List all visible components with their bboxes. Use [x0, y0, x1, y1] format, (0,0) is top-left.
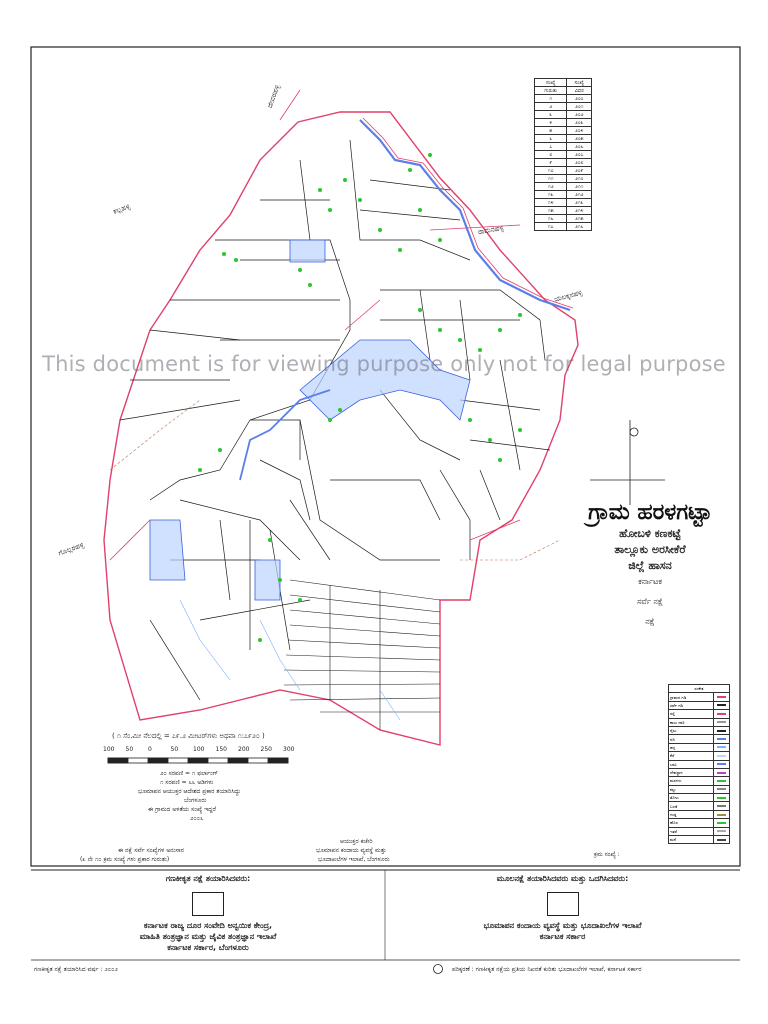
- survey-table-cell: ೨೦೧: [567, 103, 592, 111]
- survey-table-row: [535, 199, 592, 207]
- legend-row: [669, 827, 730, 835]
- legend-symbol: [713, 836, 729, 844]
- survey-table-cell: ೬: [535, 135, 567, 143]
- survey-table-row: [535, 127, 592, 135]
- legend-swatch: [717, 713, 726, 715]
- legend-symbol: [713, 785, 729, 793]
- neighbor-label-west: ಗೊಲ್ಲರಹಳ್ಳಿ: [57, 540, 86, 558]
- scale-tick-labels: [100, 746, 300, 756]
- survey-table-cell: ೨೦೫: [567, 135, 592, 143]
- legend-swatch: [717, 721, 726, 723]
- survey-table-cell: ೧೨: [535, 183, 567, 191]
- legend-row: [669, 777, 730, 785]
- survey-table-cell: ೨೦೯: [567, 167, 592, 175]
- survey-table-row: [535, 111, 592, 119]
- legend-swatch: [717, 788, 726, 790]
- scale-note-6: ೨೦೦೬: [190, 815, 204, 822]
- legend-label: ನದಿ: [669, 735, 714, 743]
- drainage: [180, 600, 400, 720]
- legend-label: ಸರ್ವೆ ಗಡಿ: [669, 701, 714, 709]
- legend-swatch: [717, 772, 726, 774]
- survey-table-cell: ೨೧೬: [567, 223, 592, 231]
- tank-south: [255, 560, 280, 600]
- survey-table-cell: ೨೧೧: [567, 183, 592, 191]
- legend-label: ಹಳ್ಳ: [669, 743, 714, 751]
- scale-note-4: ಬೆಂಗಳೂರು: [184, 797, 207, 804]
- survey-table-cell: ೨೧೨: [567, 191, 592, 199]
- scale-tick-label: 100: [103, 746, 115, 753]
- survey-table-cell: ೧೫: [535, 207, 567, 215]
- legend-symbol: [713, 726, 729, 734]
- legend-swatch: [717, 704, 726, 706]
- legend-row: [669, 710, 730, 718]
- north-arrow: [590, 420, 665, 505]
- legend-symbol: [713, 819, 729, 827]
- scale-tick-label: 200: [238, 746, 250, 753]
- village-boundary: [104, 112, 578, 745]
- survey-table-header: [535, 79, 592, 87]
- legend-symbol: [713, 827, 729, 835]
- survey-table-row: [535, 87, 592, 95]
- legend-label: ರೈಲು: [669, 726, 714, 734]
- footer-left-line-2: ಮಾಹಿತಿ ತಂತ್ರಜ್ಞಾನ ಮತ್ತು ಜೈವಿಕ ತಂತ್ರಜ್ಞಾನ ಇಲಾಖೆ: [139, 932, 277, 941]
- legend-row: [669, 768, 730, 776]
- legend-swatch: [717, 746, 726, 748]
- survey-note: ಈ ನಕ್ಷೆ ಸರ್ವೆ ಸಂಖ್ಯೆಗಳ ಅನುಸಾರ: [118, 847, 184, 854]
- scale-note-2: ೧ ಸರಪಣಿ = ೬೬ ಅಡಿಗಳು: [160, 779, 214, 786]
- survey-table-cell: ೧೩: [535, 191, 567, 199]
- office-note-2: ಭೂಮಾಪನ ಕಂದಾಯ ವ್ಯವಸ್ಥೆ ಮತ್ತು: [316, 847, 387, 854]
- legend-symbol: [713, 735, 729, 743]
- legend-swatch: [717, 738, 726, 740]
- survey-table-header-cell: ಸಂಖ್ಯೆ: [567, 79, 592, 87]
- survey-table-cell: ೮: [535, 151, 567, 159]
- legend-label: ಬಾವಿ: [669, 760, 714, 768]
- survey-table-row: [535, 159, 592, 167]
- footer-left-line-3: ಕರ್ನಾಟಕ ಸರ್ಕಾರ, ಬೆಂಗಳೂರು: [167, 943, 249, 952]
- tank-west: [150, 520, 185, 580]
- footer-bottom-left: ಗಣಕೀಕೃತ ನಕ್ಷೆ ತಯಾರಿಸಿದ ವರ್ಷ : ೨೦೦೨: [34, 966, 118, 973]
- scale-note-1: ೨೦ ಸರಪಣಿ = ೧ ಫರ್ಲಾಂಗ್: [160, 770, 218, 777]
- scale-tick-label: 50: [170, 746, 179, 753]
- watermark: This document is for viewing purpose only not for legal purpose: [42, 352, 726, 376]
- scale-tick-label: 300: [283, 746, 295, 753]
- legend-symbol: [713, 718, 729, 726]
- neighbor-label-southeast: ಯಲಕ್ಕನಹಳ್ಳಿ: [553, 288, 584, 304]
- survey-table-cell: ೨೧೩: [567, 199, 592, 207]
- scale-tick-label: 250: [260, 746, 272, 753]
- survey-table-cell: ೫: [535, 127, 567, 135]
- survey-table-cell: ೪: [535, 119, 567, 127]
- sheet-label: ನಕ್ಷೆ: [645, 617, 655, 626]
- legend-row: [669, 752, 730, 760]
- legend-symbol: [713, 743, 729, 751]
- survey-table-cell: ೨೦೩: [567, 119, 592, 127]
- survey-table-row: [535, 215, 592, 223]
- survey-table-cell: ೨೧೦: [567, 175, 592, 183]
- scale-tick-label: 50: [125, 746, 134, 753]
- survey-table-row: [535, 95, 592, 103]
- survey-table-cell: ೨೦೦: [567, 95, 592, 103]
- survey-table-cell: ೧: [535, 95, 567, 103]
- legend-symbol: [713, 752, 729, 760]
- survey-table-cell: ೧೬: [535, 215, 567, 223]
- scale-tick-label: 100: [193, 746, 205, 753]
- survey-table-cell: ೨೦೪: [567, 127, 592, 135]
- legend-swatch: [717, 805, 726, 807]
- survey-table-row: [535, 207, 592, 215]
- legend-label: ಹೊಲ: [669, 819, 714, 827]
- survey-table-row: [535, 223, 592, 231]
- legend-symbol: [713, 802, 729, 810]
- survey-table-cell: ೧೧: [535, 175, 567, 183]
- legend-symbol: [713, 701, 729, 709]
- survey-table-cell: ೯: [535, 159, 567, 167]
- hobli-title: ಹೋಬಳಿ ಕಣಕಟ್ಟೆ: [619, 527, 681, 540]
- parcel-lines: [120, 140, 550, 700]
- survey-table-row: [535, 119, 592, 127]
- footer-left-heading: ಗಣಕೀಕೃತ ನಕ್ಷೆ ತಯಾರಿಸಿದವರು:: [165, 874, 251, 883]
- legend-row: [669, 735, 730, 743]
- survey-table-cell: ೧೭: [535, 223, 567, 231]
- survey-table-cell: ೨೦೮: [567, 159, 592, 167]
- neighbor-label-northwest: ಕಲ್ಲಹಳ್ಳಿ: [111, 202, 132, 216]
- legend-header-row: [669, 685, 730, 693]
- legend-label: ಕಾಲು ದಾರಿ: [669, 718, 714, 726]
- legend-swatch: [717, 755, 726, 757]
- legend-swatch: [717, 780, 726, 782]
- survey-table-cell: ೩: [535, 111, 567, 119]
- legend-label: ಇತರೆ: [669, 827, 714, 835]
- footer-right-line-1: ಭೂಮಾಪನ ಕಂದಾಯ ವ್ಯವಸ್ಥೆ ಮತ್ತು ಭೂದಾಖಲೆಗಳ ಇಲಾಖೆ: [483, 921, 642, 930]
- footer-right-line-2: ಕರ್ನಾಟಕ ಸರ್ಕಾರ: [539, 932, 586, 941]
- village-title: ಗ್ರಾಮ ಹರಳಗಟ್ಟಾ: [588, 500, 712, 525]
- legend-row: [669, 760, 730, 768]
- survey-table-cell: ೨೧೫: [567, 215, 592, 223]
- legend-label: ತೋಟ: [669, 794, 714, 802]
- title-block: [560, 500, 740, 627]
- footer-right-heading: ಮೂಲನಕ್ಷೆ ತಯಾರಿಸಿದವರು ಮತ್ತು ಒದಗಿಸಿದವರು:: [496, 874, 629, 883]
- survey-table-cell: ವಿವರ: [567, 87, 592, 95]
- survey-table-row: [535, 183, 592, 191]
- survey-table-row: [535, 175, 592, 183]
- survey-table-row: [535, 191, 592, 199]
- footer-bottom-right: ಪರಿಕ್ಕರಣೆ : ಗಣಕೀಕೃತ ನಕ್ಷೆಯ ಪ್ರತಿಯ ನಿಖರತೆ ಕುರಿತು ಭೂದಾಖಲೆಗಳ ಇಲಾಖೆ, ಕರ್ನಾಟಕ ಸರ್ಕಾರ: [452, 966, 642, 973]
- survey-table-cell: ಗುರುತು: [535, 87, 567, 95]
- scale-tick-label: 0: [148, 746, 152, 753]
- legend-label: ಬಂಡೆ: [669, 802, 714, 810]
- neighbor-label-north: ದೇವರಹಳ್ಳಿ: [265, 83, 282, 110]
- legend-row: [669, 701, 730, 709]
- scale-ratio: ( ೧ ಸೆಂ.ಮೀ ನೆಲದಲ್ಲಿ = ೭೯.೨ ಮೀಟರ್‌ಗಳು ಅಥವಾ ೧:೭೯೨೦ ): [112, 732, 265, 740]
- legend-row: [669, 802, 730, 810]
- legend-header: ಸಂಕೇತ: [669, 685, 730, 693]
- scale-note-3: ಭೂಮಾಪನ ಆಯುಕ್ತರ ಆದೇಶದ ಪ್ರಕಾರ ತಯಾರಿಸಿದ್ದು: [138, 788, 241, 795]
- legend-label: ಗುಡ್ಡ: [669, 810, 714, 818]
- survey-table-row: [535, 167, 592, 175]
- legend-swatch: [717, 839, 726, 841]
- legend-row: [669, 785, 730, 793]
- legend-table: [668, 684, 730, 844]
- survey-table-cell: ೨: [535, 103, 567, 111]
- survey-table-row: [535, 151, 592, 159]
- legend-row: [669, 819, 730, 827]
- legend-symbol: [713, 693, 729, 701]
- legend-swatch: [717, 797, 726, 799]
- neighbor-label-east: ರಾಮನಹಳ್ಳಿ: [477, 223, 505, 237]
- survey-table-cell: ೨೦೭: [567, 151, 592, 159]
- survey-table-cell: ೧೪: [535, 199, 567, 207]
- survey-table-row: [535, 103, 592, 111]
- state-title: ಕರ್ನಾಟಕ: [638, 577, 662, 586]
- legend-label: ಮನೆ: [669, 836, 714, 844]
- map-type-label: ಸರ್ವೆ ನಕ್ಷೆ: [637, 597, 663, 606]
- scale-bar: [108, 758, 288, 763]
- legend-swatch: [717, 696, 726, 698]
- survey-table-row: [535, 135, 592, 143]
- footer-left-line-1: ಕರ್ನಾಟಕ ರಾಜ್ಯ ದೂರ ಸಂವೇದಿ ಅನ್ವಯಿಕ ಕೇಂದ್ರ,: [143, 921, 273, 930]
- survey-table-header-cell: ಸಂಖ್ಯೆ: [535, 79, 567, 87]
- survey-table-cell: ೧೦: [535, 167, 567, 175]
- scale-tick-label: 150: [215, 746, 227, 753]
- office-note-3: ಭೂದಾಖಲೆಗಳ ಇಲಾಖೆ, ಬೆಂಗಳೂರು: [318, 856, 390, 863]
- legend-row: [669, 836, 730, 844]
- legend-row: [669, 810, 730, 818]
- survey-number-table: [534, 78, 592, 231]
- water-bodies: [150, 240, 470, 600]
- striped-parcels: [284, 580, 440, 730]
- legend-swatch: [717, 763, 726, 765]
- legend-symbol: [713, 710, 729, 718]
- legend-row: [669, 693, 730, 701]
- legend-symbol: [713, 760, 729, 768]
- legend-label: ಕಲ್ಲು: [669, 785, 714, 793]
- scale-note-5: ಈ ಗ್ರಾಮದ ಅಳತೆಯ ಸಂಖ್ಯೆ ಇದ್ದರೆ: [148, 806, 216, 813]
- legend-row: [669, 794, 730, 802]
- legend-row: [669, 718, 730, 726]
- survey-table-cell: ೭: [535, 143, 567, 151]
- survey-table-row: [535, 143, 592, 151]
- roads: [110, 90, 520, 560]
- legend-label: ಮರಗಳು: [669, 777, 714, 785]
- legend-label: ರಸ್ತೆ: [669, 710, 714, 718]
- survey-note-2: (೩ ನೇ ೧೦ ಕ್ರಮ ಸಂಖ್ಯೆ ಗಳು ಪ್ರಕಾರ ಗುರುತು): [80, 856, 170, 863]
- outer-frame: [31, 47, 740, 866]
- legend-label: ಕೆರೆ: [669, 752, 714, 760]
- legend-swatch: [717, 730, 726, 732]
- left-signature-box: [192, 892, 224, 916]
- survey-table-cell: ೨೦೨: [567, 111, 592, 119]
- legend-symbol: [713, 794, 729, 802]
- legend-symbol: [713, 810, 729, 818]
- legend-row: [669, 743, 730, 751]
- office-note-1: ಆಯುಕ್ತರ ಕಚೇರಿ: [340, 838, 373, 845]
- tank-north: [290, 240, 325, 262]
- legend-row: [669, 726, 730, 734]
- taluk-title: ತಾಲ್ಲೂಕು ಅರಸೀಕೆರೆ: [614, 543, 686, 556]
- survey-table-cell: ೨೦೬: [567, 143, 592, 151]
- legend-symbol: [713, 768, 729, 776]
- right-signature-box: [547, 892, 579, 916]
- legend-swatch: [717, 822, 726, 824]
- legend-symbol: [713, 777, 729, 785]
- legend-label: ಗ್ರಾಮದ ಗಡಿ: [669, 693, 714, 701]
- serial-number-label: ಕ್ರಮ ಸಂಖ್ಯೆ :: [594, 851, 620, 858]
- survey-table-cell: ೨೧೪: [567, 207, 592, 215]
- legend-swatch: [717, 814, 726, 816]
- legend-label: ದೇವಸ್ಥಾನ: [669, 768, 714, 776]
- district-title: ಜಿಲ್ಲೆ ಹಾಸನ: [628, 559, 672, 572]
- legend-swatch: [717, 830, 726, 832]
